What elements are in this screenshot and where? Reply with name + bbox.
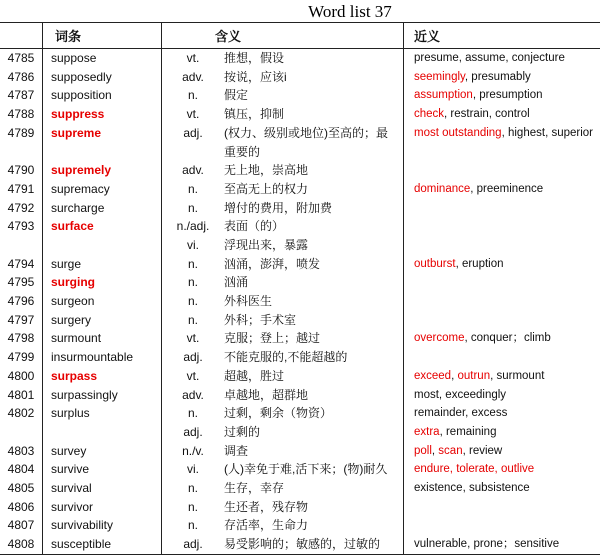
row-line [162,68,600,87]
pos-cell: n. [187,312,198,327]
row-lines [162,86,600,105]
synonyms-cell [403,311,600,330]
meaning-cell: 推想，假设 [224,51,285,65]
synonym-segment: extra [414,425,440,438]
row-number: 4802 [0,404,43,441]
synonym-segment: outrun [457,369,491,382]
row-line [162,498,600,517]
word-cell: supremacy [43,180,162,199]
synonyms-cell [403,86,600,105]
row-line [162,217,600,236]
pos-cell: n. [187,481,198,496]
header-word-column: 词条 [43,23,162,48]
row-lines [162,367,600,386]
row-line [162,143,600,162]
pos-cell [162,143,224,162]
meaning-cell: 过剩的 [224,424,261,439]
pos-cell: n. [187,499,198,514]
row-number: 4791 [0,180,43,199]
row-lines [162,161,600,180]
synonym-segment: check [414,108,445,121]
synonym-segment: overcome [414,332,465,345]
row-line [162,535,600,554]
synonyms-cell [403,348,600,367]
meaning-cell: 易受影响的；敏感的，过敏的 [224,537,381,552]
word-cell: surgery [43,311,162,330]
row-number: 4804 [0,460,43,479]
table-body [0,49,600,554]
row-number: 4785 [0,49,43,68]
meaning-cell: 生存，幸存 [224,481,285,496]
row-number: 4797 [0,311,43,330]
synonym-segment: outburst [414,257,456,270]
table-row [0,311,600,330]
pos-cell: n. [187,406,198,421]
synonyms-cell [403,460,600,479]
synonyms-cell [403,535,600,554]
row-line [162,199,600,218]
synonyms-cell [403,367,600,386]
row-number: 4795 [0,273,43,292]
row-number: 4798 [0,329,43,348]
row-lines [162,348,600,367]
table-row [0,124,600,161]
row-lines [162,68,600,87]
row-line [162,292,600,311]
row-lines [162,49,600,68]
synonyms-cell [403,124,600,143]
table-row [0,105,600,124]
synonyms-cell [403,105,600,124]
table-row [0,367,600,386]
table-row [0,442,600,461]
synonyms-cell [403,516,600,535]
synonym-segment: existence, subsistence [414,482,530,495]
pos-cell: vt. [186,368,200,383]
row-line [162,180,600,199]
pos-cell: vt. [186,51,200,65]
row-number: 4793 [0,217,43,254]
synonym-segment: seemingly [414,70,465,83]
synonym-segment: dominance [414,182,471,195]
table-row [0,348,600,367]
meaning-cell: 汹涌，澎湃，喷发 [224,256,321,271]
pos-cell: n./v. [182,443,204,458]
row-lines [162,255,600,274]
synonyms-cell [403,442,600,461]
synonyms-cell [403,180,600,199]
pos-cell: n. [187,88,198,103]
row-lines [162,217,600,254]
row-number: 4786 [0,68,43,87]
row-line [162,273,600,292]
pos-cell: n. [187,200,198,215]
row-number: 4790 [0,161,43,180]
synonym-segment: , eruption [455,257,504,270]
synonyms-cell [403,386,600,405]
row-line [162,460,600,479]
table-row [0,498,600,517]
row-number: 4787 [0,86,43,105]
word-cell: surcharge [43,199,162,218]
word-cell: survive [43,460,162,479]
synonym-segment: exceed [414,369,452,382]
word-table [0,22,600,555]
row-number: 4801 [0,386,43,405]
word-cell: surmount [43,329,162,348]
table-row [0,68,600,87]
table-row [0,479,600,498]
pos-cell: vi. [187,237,199,252]
pos-cell: vt. [186,107,200,122]
table-row [0,516,600,535]
row-line [162,479,600,498]
row-line [162,86,600,105]
meaning-cell: 克服；登上；越过 [224,331,321,346]
row-lines [162,516,600,535]
synonyms-cell [403,143,600,162]
table-row [0,273,600,292]
synonym-segment: , surmount [490,369,545,382]
row-line [162,348,600,367]
synonyms-cell [403,161,600,180]
synonyms-cell [403,273,600,292]
row-lines [162,386,600,405]
table-row [0,217,600,254]
row-number: 4792 [0,199,43,218]
synonym-segment: vulnerable, prone；sensitive [414,538,560,551]
row-number: 4803 [0,442,43,461]
table-row [0,404,600,441]
pos-cell: n. [187,294,198,309]
word-cell: survey [43,442,162,461]
synonym-segment: , [451,369,458,382]
meaning-cell: 按说，应该i [224,69,287,84]
row-line [162,105,600,124]
pos-cell: n. [187,275,198,290]
row-line [162,423,600,442]
table-row [0,255,600,274]
word-cell: surge [43,255,162,274]
table-header-row [0,23,600,49]
word-cell: supposition [43,86,162,105]
meaning-cell: (权力、级别或地位)至高的；最 [224,125,388,140]
row-lines [162,498,600,517]
word-cell: surpass [43,367,162,386]
pos-cell: adj. [183,125,203,140]
synonym-segment: endure, tolerate, outlive [414,463,535,476]
header-number-column [0,23,43,48]
row-line [162,311,600,330]
meaning-cell: 浮现出来，暴露 [224,237,309,252]
row-lines [162,124,600,161]
word-cell: supremely [43,161,162,180]
meaning-cell: 外科医生 [224,294,273,309]
meaning-cell: 汹涌 [224,275,249,290]
pos-cell: adv. [182,69,204,84]
header-meaning-column: 含义 [215,29,242,44]
word-cell: suppose [43,49,162,68]
page-title: Word list 37 [308,2,392,21]
meaning-cell: 增付的费用，附加费 [224,200,333,215]
synonyms-cell [403,498,600,517]
pos-cell: adj. [183,350,203,365]
synonym-segment: , [431,444,439,457]
synonyms-cell [403,236,600,255]
meaning-cell: 生还者，残存物 [224,499,309,514]
word-cell: susceptible [43,535,162,554]
synonym-segment: poll [414,444,432,457]
row-number: 4794 [0,255,43,274]
synonyms-cell [403,404,600,423]
row-line [162,124,600,143]
header-synonym-column: 近义 [403,23,600,48]
row-line [162,404,600,423]
word-cell: survivability [43,516,162,535]
synonyms-cell [403,255,600,274]
pos-cell: adv. [182,387,204,402]
row-line [162,386,600,405]
meaning-cell: 重要的 [224,144,261,159]
row-lines [162,479,600,498]
synonym-segment: , restrain, control [444,108,530,121]
row-number: 4800 [0,367,43,386]
table-row [0,460,600,479]
synonym-segment: presume, assume, conjecture [414,52,565,64]
row-number: 4806 [0,498,43,517]
pos-cell: adj. [183,537,203,552]
pos-cell: n. [187,256,198,271]
synonyms-cell [403,68,600,87]
word-cell: supreme [43,124,162,161]
synonyms-cell [403,423,600,442]
synonym-segment: scan [438,444,463,457]
row-lines [162,535,600,554]
meaning-cell: 不能克服的,不能超越的 [224,350,348,365]
word-cell: survivor [43,498,162,517]
row-lines [162,273,600,292]
row-line [162,255,600,274]
synonyms-cell [403,199,600,218]
synonym-segment: , presumably [464,70,531,83]
table-row [0,199,600,218]
meaning-cell: (人)幸免于难,活下来；(物)耐久 [224,462,388,477]
word-cell: insurmountable [43,348,162,367]
synonym-segment: , conquer；climb [464,332,551,345]
row-line [162,236,600,255]
synonyms-cell [403,49,600,68]
table-row [0,161,600,180]
table-row [0,386,600,405]
pos-cell: n./adj. [176,219,210,234]
word-cell: surpassingly [43,386,162,405]
synonym-segment: , presumption [472,89,543,102]
row-lines [162,199,600,218]
row-lines [162,311,600,330]
meaning-cell: 镇压，抑制 [224,107,285,122]
word-cell: surging [43,273,162,292]
synonyms-cell [403,479,600,498]
pos-cell: adj. [183,424,203,439]
row-lines [162,292,600,311]
word-cell: survival [43,479,162,498]
word-cell: supposedly [43,68,162,87]
pos-cell: adv. [182,163,204,178]
pos-cell: vt. [186,331,200,346]
word-cell: surplus [43,404,162,441]
row-lines [162,442,600,461]
row-lines [162,180,600,199]
row-line [162,367,600,386]
row-line [162,516,600,535]
meaning-cell: 无上地，崇高地 [224,163,309,178]
row-line [162,329,600,348]
row-number: 4788 [0,105,43,124]
synonym-segment: , highest, superior [501,126,594,139]
row-number: 4805 [0,479,43,498]
row-line [162,442,600,461]
table-row [0,49,600,68]
row-lines [162,329,600,348]
meaning-cell: 卓越地，超群地 [224,387,309,402]
synonym-segment: , preeminence [470,182,544,195]
meaning-cell: 至高无上的权力 [224,181,309,196]
synonyms-cell [403,217,600,236]
table-row [0,180,600,199]
synonym-segment: , review [462,444,503,457]
row-number: 4807 [0,516,43,535]
meaning-cell: 过剩，剩余（物资） [224,406,333,421]
row-line [162,161,600,180]
row-lines [162,460,600,479]
table-row [0,86,600,105]
meaning-cell: 存活率，生命力 [224,518,309,533]
synonyms-cell [403,329,600,348]
row-lines [162,105,600,124]
synonym-segment: remainder, excess [414,407,508,420]
pos-cell: vi. [187,462,199,477]
meaning-cell: 调查 [224,443,249,458]
row-line [162,49,600,68]
row-lines [162,404,600,441]
table-row [0,329,600,348]
table-row [0,292,600,311]
synonyms-cell [403,292,600,311]
row-number: 4799 [0,348,43,367]
meaning-cell: 表面（的） [224,219,285,234]
synonym-segment: assumption [414,89,473,102]
row-number: 4789 [0,124,43,161]
pos-cell: n. [187,181,198,196]
synonym-segment: most, exceedingly [414,388,507,401]
table-row [0,535,600,554]
synonym-segment: most outstanding [414,126,502,139]
word-cell: surface [43,217,162,254]
meaning-cell: 假定 [224,88,249,103]
pos-cell: n. [187,518,198,533]
row-number: 4796 [0,292,43,311]
word-cell: suppress [43,105,162,124]
row-number: 4808 [0,535,43,554]
meaning-cell: 超越，胜过 [224,368,285,383]
meaning-cell: 外科；手术室 [224,312,297,327]
synonym-segment: , remaining [439,425,497,438]
word-cell: surgeon [43,292,162,311]
